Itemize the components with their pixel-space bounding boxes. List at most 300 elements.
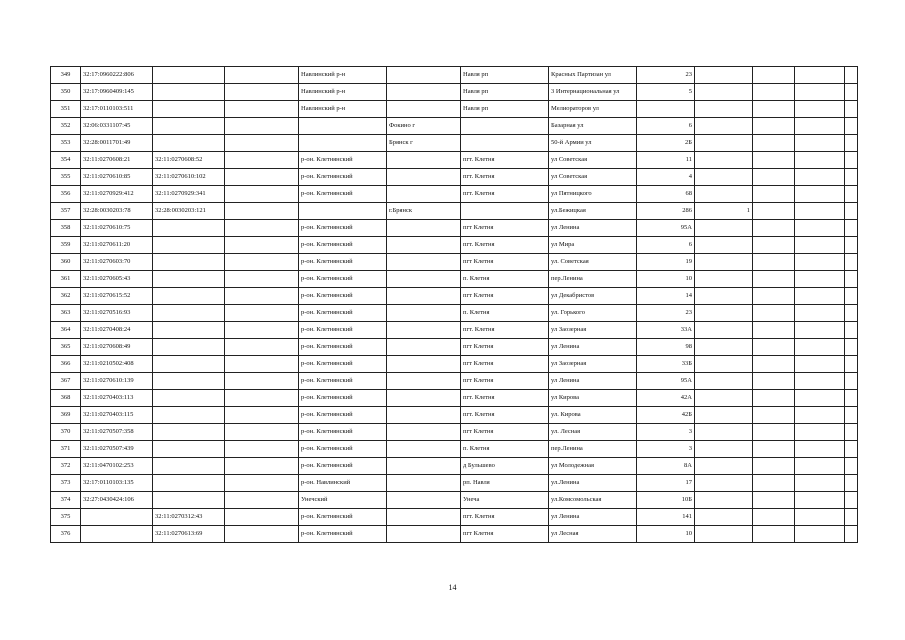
table-row: [51, 356, 858, 373]
blank-cell-cell: [225, 254, 299, 271]
settlement-cell: п. Клетня: [461, 271, 549, 288]
linked-cadastral-number-cell: [153, 305, 225, 322]
cadastral-number-cell: 32:11:0270603:70: [81, 254, 153, 271]
linked-cadastral-number-cell: [153, 458, 225, 475]
blank-cell-cell: [795, 67, 845, 84]
cadastral-number-cell: 32:11:0270403:115: [81, 407, 153, 424]
row-number-cell: 370: [51, 424, 81, 441]
blank-cell-cell: [753, 475, 795, 492]
blank-cell-cell: [225, 203, 299, 220]
blank-cell-cell: [753, 356, 795, 373]
table-row: [51, 84, 858, 101]
settlement-cell: Навля рп: [461, 101, 549, 118]
cadastral-number-cell: 32:06:0331107:45: [81, 118, 153, 135]
table-row: [51, 458, 858, 475]
blank-cell-cell: [225, 305, 299, 322]
cadastral-number-cell: 32:11:0270608:21: [81, 152, 153, 169]
cadastral-number-cell: 32:17:0960222:806: [81, 67, 153, 84]
city-cell: [387, 509, 461, 526]
district-cell: р-он. Клетнянский: [299, 339, 387, 356]
street-cell: ул Ленина: [549, 339, 637, 356]
linked-cadastral-number-cell: [153, 84, 225, 101]
extra-value-cell: [695, 526, 753, 543]
cadastral-number-cell: 32:11:0210502:408: [81, 356, 153, 373]
row-number-cell: 349: [51, 67, 81, 84]
linked-cadastral-number-cell: [153, 339, 225, 356]
cadastral-number-cell: 32:11:0270507:358: [81, 424, 153, 441]
table-row: [51, 475, 858, 492]
blank-cell-cell: [845, 492, 858, 509]
city-cell: [387, 492, 461, 509]
settlement-cell: [461, 135, 549, 152]
blank-cell-cell: [225, 67, 299, 84]
street-cell: Мелиораторов ул: [549, 101, 637, 118]
blank-cell-cell: [795, 356, 845, 373]
city-cell: [387, 475, 461, 492]
linked-cadastral-number-cell: [153, 271, 225, 288]
table-row: [51, 390, 858, 407]
blank-cell-cell: [225, 390, 299, 407]
table-row: [51, 67, 858, 84]
extra-value-cell: [695, 84, 753, 101]
blank-cell-cell: [753, 67, 795, 84]
house-number-cell: 6: [637, 118, 695, 135]
city-cell: [387, 220, 461, 237]
row-number-cell: 364: [51, 322, 81, 339]
blank-cell-cell: [845, 475, 858, 492]
house-number-cell: 11: [637, 152, 695, 169]
blank-cell-cell: [225, 441, 299, 458]
district-cell: р-он. Клетнянский: [299, 441, 387, 458]
blank-cell-cell: [845, 288, 858, 305]
row-number-cell: 374: [51, 492, 81, 509]
linked-cadastral-number-cell: [153, 118, 225, 135]
district-cell: Навлинский р-н: [299, 101, 387, 118]
row-number-cell: 376: [51, 526, 81, 543]
cadastral-number-cell: 32:17:0960409:145: [81, 84, 153, 101]
linked-cadastral-number-cell: [153, 373, 225, 390]
row-number-cell: 362: [51, 288, 81, 305]
extra-value-cell: [695, 373, 753, 390]
table-row: [51, 271, 858, 288]
street-cell: ул. Советская: [549, 254, 637, 271]
blank-cell-cell: [795, 492, 845, 509]
blank-cell-cell: [795, 305, 845, 322]
street-cell: ул. Лесная: [549, 424, 637, 441]
house-number-cell: 19: [637, 254, 695, 271]
blank-cell-cell: [225, 186, 299, 203]
blank-cell-cell: [225, 509, 299, 526]
city-cell: Фокино г: [387, 118, 461, 135]
blank-cell-cell: [753, 254, 795, 271]
table-row: [51, 339, 858, 356]
blank-cell-cell: [225, 356, 299, 373]
city-cell: [387, 254, 461, 271]
table-row: [51, 407, 858, 424]
extra-value-cell: [695, 441, 753, 458]
blank-cell-cell: [795, 220, 845, 237]
blank-cell-cell: [845, 169, 858, 186]
house-number-cell: 10Б: [637, 492, 695, 509]
cadastral-number-cell: 32:11:0270408:24: [81, 322, 153, 339]
settlement-cell: пгт. Клетня: [461, 322, 549, 339]
blank-cell-cell: [845, 186, 858, 203]
table-row: [51, 220, 858, 237]
city-cell: [387, 288, 461, 305]
cadastral-number-cell: 32:11:0270615:52: [81, 288, 153, 305]
district-cell: р-он. Клетнянский: [299, 458, 387, 475]
cadastral-number-cell: 32:17:0110103:135: [81, 475, 153, 492]
blank-cell-cell: [753, 237, 795, 254]
district-cell: р-он. Клетнянский: [299, 322, 387, 339]
linked-cadastral-number-cell: [153, 237, 225, 254]
row-number-cell: 359: [51, 237, 81, 254]
city-cell: [387, 526, 461, 543]
extra-value-cell: [695, 169, 753, 186]
row-number-cell: 367: [51, 373, 81, 390]
row-number-cell: 361: [51, 271, 81, 288]
extra-value-cell: [695, 305, 753, 322]
house-number-cell: 95А: [637, 220, 695, 237]
blank-cell-cell: [753, 101, 795, 118]
street-cell: 50-й Армии ул: [549, 135, 637, 152]
blank-cell-cell: [845, 322, 858, 339]
extra-value-cell: [695, 118, 753, 135]
house-number-cell: 23: [637, 67, 695, 84]
district-cell: р-он. Клетнянский: [299, 373, 387, 390]
settlement-cell: д Бульшево: [461, 458, 549, 475]
blank-cell-cell: [795, 373, 845, 390]
blank-cell-cell: [795, 271, 845, 288]
blank-cell-cell: [795, 237, 845, 254]
extra-value-cell: [695, 220, 753, 237]
linked-cadastral-number-cell: 32:11:0270929:341: [153, 186, 225, 203]
row-number-cell: 352: [51, 118, 81, 135]
house-number-cell: 42Б: [637, 407, 695, 424]
district-cell: р-он. Клетнянский: [299, 509, 387, 526]
row-number-cell: 372: [51, 458, 81, 475]
cadastral-number-cell: 32:11:0270610:75: [81, 220, 153, 237]
blank-cell-cell: [795, 407, 845, 424]
extra-value-cell: [695, 288, 753, 305]
blank-cell-cell: [753, 135, 795, 152]
blank-cell-cell: [225, 339, 299, 356]
city-cell: [387, 305, 461, 322]
blank-cell-cell: [753, 407, 795, 424]
blank-cell-cell: [845, 118, 858, 135]
blank-cell-cell: [225, 475, 299, 492]
blank-cell-cell: [753, 169, 795, 186]
row-number-cell: 353: [51, 135, 81, 152]
blank-cell-cell: [795, 169, 845, 186]
blank-cell-cell: [795, 135, 845, 152]
blank-cell-cell: [225, 135, 299, 152]
cadastral-number-cell: 32:11:0270610:85: [81, 169, 153, 186]
street-cell: ул Заозерная: [549, 322, 637, 339]
blank-cell-cell: [753, 322, 795, 339]
blank-cell-cell: [225, 101, 299, 118]
city-cell: [387, 84, 461, 101]
blank-cell-cell: [753, 509, 795, 526]
extra-value-cell: [695, 254, 753, 271]
city-cell: [387, 67, 461, 84]
table-row: [51, 526, 858, 543]
district-cell: Навлинский р-н: [299, 84, 387, 101]
city-cell: Брянск г: [387, 135, 461, 152]
linked-cadastral-number-cell: 32:11:0270613:69: [153, 526, 225, 543]
district-cell: Навлинский р-н: [299, 67, 387, 84]
settlement-cell: пгт. Клетня: [461, 169, 549, 186]
blank-cell-cell: [753, 84, 795, 101]
cadastral-number-cell: 32:11:0270610:139: [81, 373, 153, 390]
city-cell: [387, 390, 461, 407]
street-cell: пер.Ленина: [549, 441, 637, 458]
street-cell: ул.Бежицкая: [549, 203, 637, 220]
extra-value-cell: [695, 509, 753, 526]
house-number-cell: 68: [637, 186, 695, 203]
row-number-cell: 375: [51, 509, 81, 526]
blank-cell-cell: [795, 424, 845, 441]
blank-cell-cell: [845, 271, 858, 288]
blank-cell-cell: [845, 67, 858, 84]
blank-cell-cell: [795, 288, 845, 305]
house-number-cell: 17: [637, 475, 695, 492]
row-number-cell: 358: [51, 220, 81, 237]
linked-cadastral-number-cell: [153, 101, 225, 118]
settlement-cell: пгт Клетня: [461, 220, 549, 237]
cadastral-number-cell: 32:28:0030203:78: [81, 203, 153, 220]
blank-cell-cell: [795, 526, 845, 543]
blank-cell-cell: [753, 441, 795, 458]
linked-cadastral-number-cell: 32:11:0270312:43: [153, 509, 225, 526]
registry-table: [50, 66, 858, 543]
extra-value-cell: [695, 271, 753, 288]
linked-cadastral-number-cell: [153, 441, 225, 458]
linked-cadastral-number-cell: [153, 424, 225, 441]
blank-cell-cell: [753, 339, 795, 356]
cadastral-number-cell: 32:11:0270611:20: [81, 237, 153, 254]
extra-value-cell: [695, 67, 753, 84]
blank-cell-cell: [845, 152, 858, 169]
house-number-cell: 14: [637, 288, 695, 305]
settlement-cell: п. Клетня: [461, 441, 549, 458]
settlement-cell: [461, 118, 549, 135]
settlement-cell: Навля рп: [461, 84, 549, 101]
blank-cell-cell: [225, 424, 299, 441]
blank-cell-cell: [753, 271, 795, 288]
extra-value-cell: [695, 322, 753, 339]
linked-cadastral-number-cell: 32:11:0270608:52: [153, 152, 225, 169]
blank-cell-cell: [753, 118, 795, 135]
table-row: [51, 169, 858, 186]
street-cell: ул Пятницкого: [549, 186, 637, 203]
city-cell: [387, 441, 461, 458]
blank-cell-cell: [845, 373, 858, 390]
street-cell: ул Кирова: [549, 390, 637, 407]
blank-cell-cell: [753, 458, 795, 475]
settlement-cell: Унеча: [461, 492, 549, 509]
blank-cell-cell: [845, 135, 858, 152]
blank-cell-cell: [225, 271, 299, 288]
blank-cell-cell: [753, 288, 795, 305]
city-cell: г.Брянск: [387, 203, 461, 220]
blank-cell-cell: [795, 509, 845, 526]
house-number-cell: [637, 101, 695, 118]
street-cell: ул. Горького: [549, 305, 637, 322]
extra-value-cell: [695, 339, 753, 356]
city-cell: [387, 237, 461, 254]
blank-cell-cell: [225, 237, 299, 254]
row-number-cell: 357: [51, 203, 81, 220]
table-row: [51, 322, 858, 339]
city-cell: [387, 271, 461, 288]
district-cell: р-он. Клетнянский: [299, 254, 387, 271]
blank-cell-cell: [795, 186, 845, 203]
registry-body: [51, 67, 858, 543]
house-number-cell: 33А: [637, 322, 695, 339]
blank-cell-cell: [753, 305, 795, 322]
settlement-cell: пгт Клетня: [461, 339, 549, 356]
linked-cadastral-number-cell: [153, 220, 225, 237]
district-cell: р-он. Клетнянский: [299, 407, 387, 424]
street-cell: ул Заозерная: [549, 356, 637, 373]
linked-cadastral-number-cell: 32:28:0030203:121: [153, 203, 225, 220]
blank-cell-cell: [225, 526, 299, 543]
district-cell: р-он. Клетнянский: [299, 390, 387, 407]
blank-cell-cell: [795, 152, 845, 169]
settlement-cell: пгт. Клетня: [461, 237, 549, 254]
extra-value-cell: [695, 152, 753, 169]
street-cell: ул.Ленина: [549, 475, 637, 492]
district-cell: р-он. Клетнянский: [299, 526, 387, 543]
house-number-cell: 2Б: [637, 135, 695, 152]
district-cell: р-он. Клетнянский: [299, 152, 387, 169]
row-number-cell: 360: [51, 254, 81, 271]
district-cell: [299, 135, 387, 152]
table-row: [51, 203, 858, 220]
linked-cadastral-number-cell: [153, 407, 225, 424]
house-number-cell: 8А: [637, 458, 695, 475]
blank-cell-cell: [753, 203, 795, 220]
settlement-cell: пгт Клетня: [461, 373, 549, 390]
street-cell: ул.Комсомольская: [549, 492, 637, 509]
linked-cadastral-number-cell: [153, 254, 225, 271]
blank-cell-cell: [795, 390, 845, 407]
district-cell: [299, 203, 387, 220]
blank-cell-cell: [225, 84, 299, 101]
blank-cell-cell: [225, 118, 299, 135]
house-number-cell: 98: [637, 339, 695, 356]
cadastral-number-cell: [81, 509, 153, 526]
city-cell: [387, 356, 461, 373]
blank-cell-cell: [845, 101, 858, 118]
house-number-cell: 3: [637, 424, 695, 441]
table-row: [51, 509, 858, 526]
city-cell: [387, 322, 461, 339]
blank-cell-cell: [795, 339, 845, 356]
table-row: [51, 152, 858, 169]
district-cell: р-он. Клетнянский: [299, 271, 387, 288]
row-number-cell: 350: [51, 84, 81, 101]
extra-value-cell: [695, 407, 753, 424]
blank-cell-cell: [845, 203, 858, 220]
district-cell: р-он. Клетнянский: [299, 356, 387, 373]
settlement-cell: рп. Навля: [461, 475, 549, 492]
street-cell: ул Молодежная: [549, 458, 637, 475]
house-number-cell: 95А: [637, 373, 695, 390]
district-cell: р-он. Клетнянский: [299, 186, 387, 203]
extra-value-cell: [695, 475, 753, 492]
table-row: [51, 305, 858, 322]
blank-cell-cell: [845, 390, 858, 407]
blank-cell-cell: [845, 305, 858, 322]
blank-cell-cell: [753, 424, 795, 441]
table-row: [51, 288, 858, 305]
settlement-cell: п. Клетня: [461, 305, 549, 322]
street-cell: ул Ленина: [549, 373, 637, 390]
street-cell: Красных Партизан ул: [549, 67, 637, 84]
house-number-cell: 23: [637, 305, 695, 322]
blank-cell-cell: [225, 288, 299, 305]
table-row: [51, 492, 858, 509]
city-cell: [387, 373, 461, 390]
blank-cell-cell: [795, 322, 845, 339]
blank-cell-cell: [753, 152, 795, 169]
house-number-cell: 5: [637, 84, 695, 101]
linked-cadastral-number-cell: [153, 322, 225, 339]
cadastral-number-cell: 32:28:0011701:49: [81, 135, 153, 152]
settlement-cell: пгт Клетня: [461, 254, 549, 271]
blank-cell-cell: [845, 237, 858, 254]
blank-cell-cell: [225, 458, 299, 475]
extra-value-cell: [695, 390, 753, 407]
blank-cell-cell: [845, 84, 858, 101]
street-cell: ул Советская: [549, 169, 637, 186]
blank-cell-cell: [225, 492, 299, 509]
linked-cadastral-number-cell: [153, 67, 225, 84]
district-cell: р-он. Навлинский: [299, 475, 387, 492]
row-number-cell: 365: [51, 339, 81, 356]
city-cell: [387, 152, 461, 169]
house-number-cell: 4: [637, 169, 695, 186]
blank-cell-cell: [795, 254, 845, 271]
blank-cell-cell: [845, 441, 858, 458]
table-row: [51, 135, 858, 152]
cadastral-number-cell: 32:11:0270516:93: [81, 305, 153, 322]
extra-value-cell: [695, 101, 753, 118]
street-cell: ул Ленина: [549, 509, 637, 526]
house-number-cell: 10: [637, 526, 695, 543]
blank-cell-cell: [845, 356, 858, 373]
linked-cadastral-number-cell: 32:11:0270610:102: [153, 169, 225, 186]
district-cell: Унечский: [299, 492, 387, 509]
blank-cell-cell: [845, 339, 858, 356]
table-row: [51, 101, 858, 118]
extra-value-cell: 1: [695, 203, 753, 220]
settlement-cell: пгт Клетня: [461, 288, 549, 305]
table-row: [51, 186, 858, 203]
row-number-cell: 363: [51, 305, 81, 322]
blank-cell-cell: [795, 118, 845, 135]
city-cell: [387, 407, 461, 424]
blank-cell-cell: [225, 152, 299, 169]
linked-cadastral-number-cell: [153, 135, 225, 152]
linked-cadastral-number-cell: [153, 356, 225, 373]
blank-cell-cell: [795, 203, 845, 220]
blank-cell-cell: [795, 84, 845, 101]
street-cell: ул Ленина: [549, 220, 637, 237]
table-row: [51, 424, 858, 441]
